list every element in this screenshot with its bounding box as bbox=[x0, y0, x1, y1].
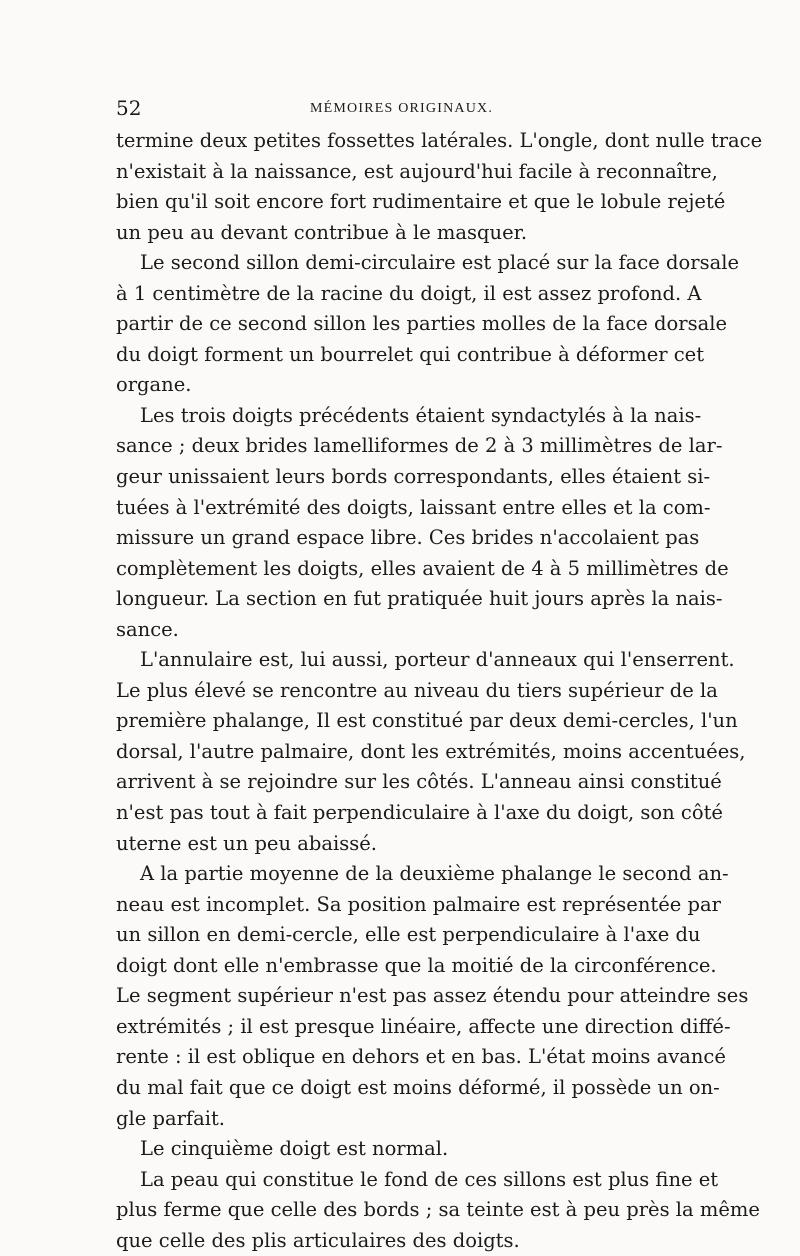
running-title: MÉMOIRES ORIGINAUX. bbox=[310, 101, 494, 116]
text-line: uterne est un peu abaissé. bbox=[116, 831, 377, 855]
page-number: 52 bbox=[116, 96, 142, 120]
text-line: La peau qui constitue le fond de ces sillons est plus fine et bbox=[140, 1167, 719, 1191]
text-line: à 1 centimètre de la racine du doigt, il est assez profond. A bbox=[116, 281, 702, 305]
text-line: Les trois doigts précédents étaient syndactylés à la nais- bbox=[140, 403, 702, 427]
text-line: n'est pas tout à fait perpendiculaire à l'axe du doigt, son côté bbox=[116, 801, 723, 825]
text-line: un peu au devant contribue à le masquer. bbox=[116, 220, 528, 244]
text-line: arrivent à se rejoindre sur les côtés. L'anneau ainsi constitué bbox=[116, 770, 722, 794]
text-line: termine deux petites fossettes latérales. L'ongle, dont nulle trace bbox=[116, 129, 763, 152]
text-line: missure un grand espace libre. Ces brides n'accolaient pas bbox=[116, 526, 700, 550]
text-line: complètement les doigts, elles avaient de 4 à 5 millimètres de bbox=[116, 556, 729, 580]
body-text bbox=[116, 126, 763, 1256]
text-line: extrémités ; il est presque linéaire, affecte une direction diffé- bbox=[116, 1014, 731, 1038]
text-line: L'annulaire est, lui aussi, porteur d'anneaux qui l'enserrent. bbox=[140, 648, 735, 672]
text-line: Le segment supérieur n'est pas assez étendu pour atteindre ses bbox=[116, 984, 749, 1008]
text-line: tuées à l'extrémité des doigts, laissant entre elles et la com- bbox=[116, 495, 711, 519]
text-line: plus ferme que celle des bords ; sa teinte est à peu près la même bbox=[116, 1198, 760, 1222]
text-line: un sillon en demi-cercle, elle est perpendiculaire à l'axe du bbox=[116, 923, 701, 947]
text-line: Le plus élevé se rencontre au niveau du tiers supérieur de la bbox=[116, 678, 718, 702]
text-line: sance. bbox=[116, 617, 179, 641]
text-line: sance ; deux brides lamelliformes de 2 à 3 millimètres de lar- bbox=[116, 434, 723, 458]
text-line: neau est incomplet. Sa position palmaire est représentée par bbox=[116, 892, 721, 916]
page-header bbox=[116, 96, 684, 122]
text-line: que celle des plis articulaires des doigts. bbox=[116, 1228, 520, 1252]
text-line: Le cinquième doigt est normal. bbox=[140, 1137, 449, 1161]
text-line: A la partie moyenne de la deuxième phalange le second an- bbox=[140, 862, 729, 886]
text-line: du doigt forment un bourrelet qui contribue à déformer cet bbox=[116, 342, 705, 366]
text-line: gle parfait. bbox=[116, 1106, 226, 1130]
text-line: bien qu'il soit encore fort rudimentaire et que le lobule rejeté bbox=[116, 190, 726, 214]
text-line: rente : il est oblique en dehors et en bas. L'état moins avancé bbox=[116, 1045, 726, 1069]
text-line: organe. bbox=[116, 373, 192, 397]
text-line: doigt dont elle n'embrasse que la moitié de la circonférence. bbox=[116, 953, 717, 977]
text-line: dorsal, l'autre palmaire, dont les extrémités, moins accentuées, bbox=[116, 739, 746, 763]
text-line: première phalange, Il est constitué par deux demi-cercles, l'un bbox=[116, 709, 738, 733]
text-line: geur unissaient leurs bords correspondants, elles étaient si- bbox=[116, 465, 711, 489]
text-line: du mal fait que ce doigt est moins déformé, il possède un on- bbox=[116, 1075, 720, 1099]
text-line: n'existait à la naissance, est aujourd'hui facile à reconnaître, bbox=[116, 159, 718, 183]
text-line: Le second sillon demi-circulaire est placé sur la face dorsale bbox=[140, 251, 739, 275]
text-line: longueur. La section en fut pratiquée huit jours après la nais- bbox=[116, 587, 723, 611]
text-line: partir de ce second sillon les parties molles de la face dorsale bbox=[116, 312, 727, 336]
